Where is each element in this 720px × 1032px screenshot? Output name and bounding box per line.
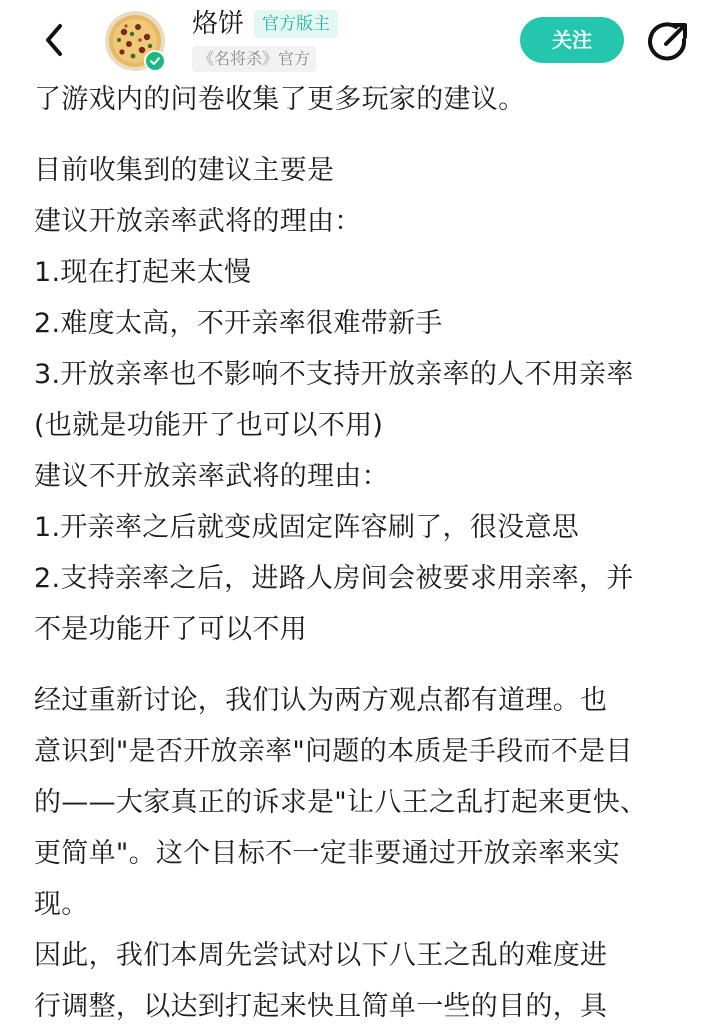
body-line: 不是功能开了可以不用	[34, 614, 307, 645]
body-line: 建议不开放亲率武将的理由：	[34, 461, 389, 492]
body-line: 1.开亲率之后就变成固定阵容刷了，很没意思	[34, 512, 580, 543]
body-line: 建议开放亲率武将的理由：	[34, 206, 362, 237]
body-line: 意识到"是否开放亲率"问题的本质是手段而不是目	[34, 736, 633, 767]
follow-button[interactable]: 关注	[520, 17, 624, 63]
official-badge: 《名将杀》官方	[192, 46, 316, 72]
body-line: 行调整，以达到打起来快且简单一些的目的，具	[34, 991, 608, 1022]
partial-top-line: 了游戏内的问卷收集了更多玩家的建议。	[34, 84, 526, 115]
share-arrow-icon	[646, 20, 690, 64]
body-line: 2.难度太高，不开亲率很难带新手	[34, 308, 443, 339]
body-line: 的——大家真正的诉求是"让八王之乱打起来更快、	[34, 787, 648, 818]
chevron-left-icon	[40, 20, 68, 60]
post-body	[34, 74, 694, 1032]
body-line: 经过重新讨论，我们认为两方观点都有道理。也	[34, 685, 608, 716]
body-line: 因此，我们本周先尝试对以下八王之乱的难度进	[34, 940, 608, 971]
paragraph-gap	[34, 125, 694, 145]
body-line: (也就是功能开了也可以不用)	[34, 410, 384, 441]
verified-check-icon	[144, 50, 166, 72]
body-line: 现。	[34, 889, 89, 920]
paragraph-gap	[34, 655, 694, 675]
body-line: 2.支持亲率之后，进路人房间会被要求用亲率，并	[34, 563, 634, 594]
body-line: 目前收集到的建议主要是	[34, 155, 335, 186]
post-header	[0, 0, 720, 84]
body-line: 更简单"。这个目标不一定非要通过开放亲率来实	[34, 838, 621, 869]
share-button[interactable]	[646, 20, 690, 64]
author-name[interactable]: 烙饼	[192, 9, 245, 39]
body-line: 1.现在打起来太慢	[34, 257, 252, 288]
body-line: 3.开放亲率也不影响不支持开放亲率的人不用亲率	[34, 359, 634, 390]
admin-badge: 官方版主	[254, 10, 338, 38]
back-button[interactable]	[36, 20, 72, 60]
